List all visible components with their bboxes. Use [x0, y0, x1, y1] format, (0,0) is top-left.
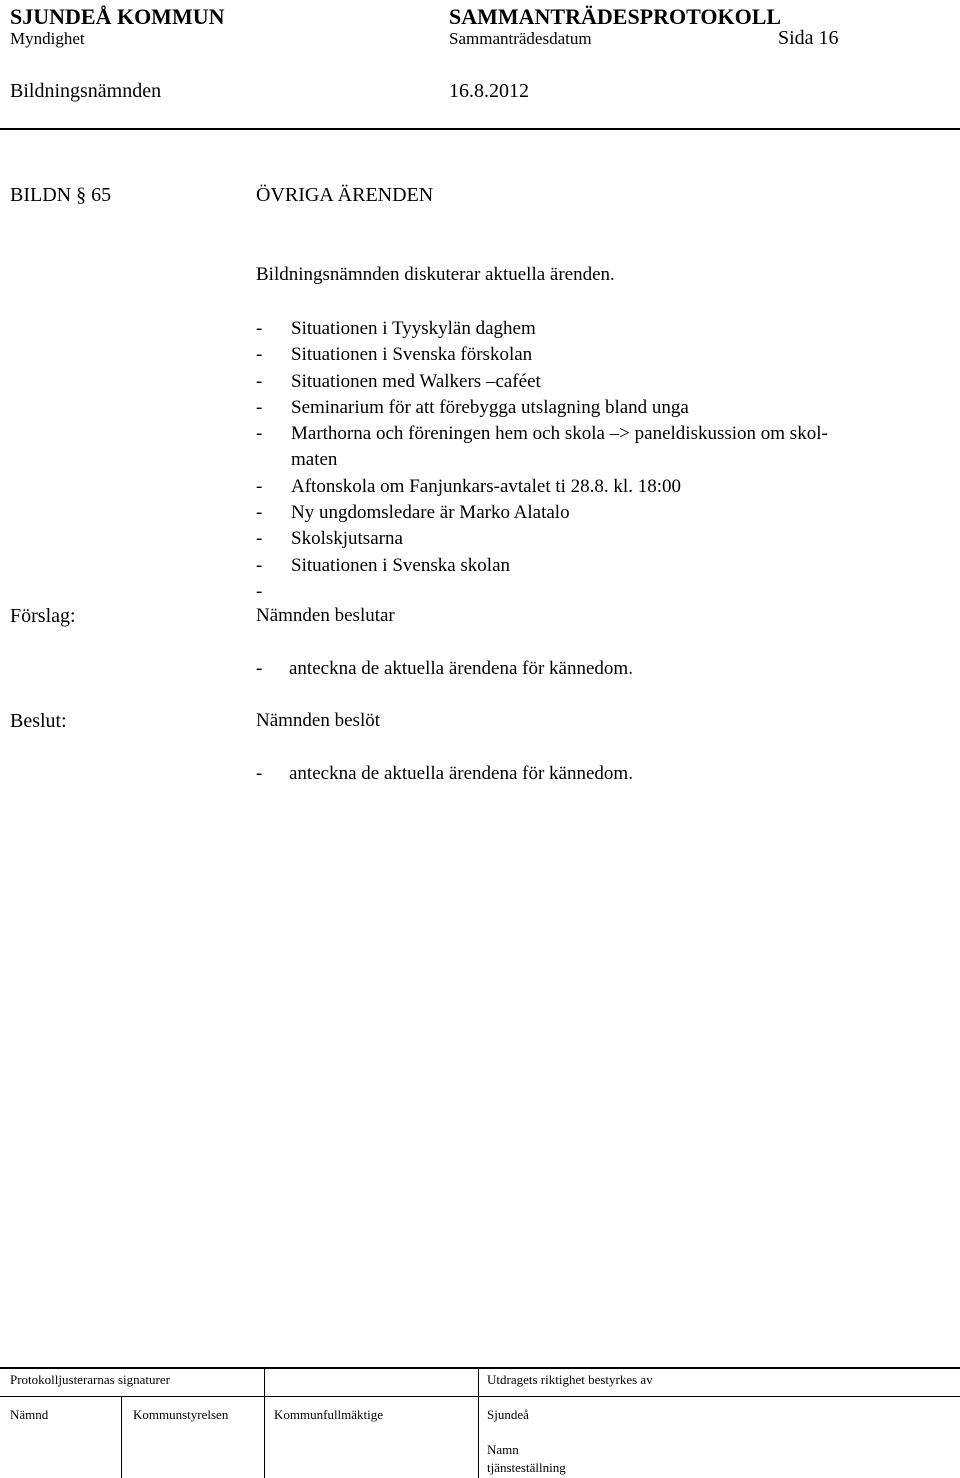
- list-dash: -: [256, 344, 263, 366]
- footer-title-label: tjänsteställning: [487, 1460, 566, 1475]
- proposal-label: Förslag:: [10, 605, 76, 627]
- list-item-text: Aftonskola om Fanjunkars-avtalet ti 28.8. kl. 18:00: [291, 475, 681, 497]
- list-dash: -: [256, 528, 263, 550]
- list-item-text: Seminarium för att förebygga utslagning bland unga: [291, 396, 689, 418]
- list-dash: -: [256, 580, 263, 602]
- certified-label: Utdragets riktighet bestyrkes av: [487, 1372, 653, 1387]
- decision-text: anteckna de aktuella ärendena för kännedom.: [289, 763, 633, 784]
- authority-name: Bildningsnämnden: [10, 80, 162, 102]
- proposal-item: [256, 658, 633, 680]
- list-item: [256, 395, 828, 421]
- list-item-text: Ny ungdomsledare är Marko Alatalo: [291, 502, 570, 524]
- list-item: [256, 553, 828, 579]
- list-item: [256, 579, 828, 605]
- list-item-text: Situationen i Svenska förskolan: [291, 344, 533, 366]
- list-item: [256, 369, 828, 395]
- footer-col-kommunfullmaktige: Kommunfullmäktige: [274, 1407, 384, 1422]
- agenda-list: [256, 316, 828, 605]
- list-dash: -: [256, 318, 263, 339]
- footer-place: Sjundeå: [487, 1407, 529, 1422]
- list-dash: -: [256, 396, 263, 418]
- list-dash: -: [256, 423, 263, 445]
- footer-top-border: [0, 1367, 960, 1369]
- intro-text: Bildningsnämnden diskuterar aktuella ärenden.: [256, 264, 615, 285]
- date-label: Sammanträdesdatum: [449, 29, 592, 48]
- list-item: [256, 342, 828, 368]
- list-item: [256, 474, 828, 500]
- footer-name-label: Namn: [487, 1442, 519, 1457]
- section-number: BILDN § 65: [10, 184, 112, 206]
- proposal-heading: Nämnden beslutar: [256, 605, 395, 626]
- list-dash: -: [256, 554, 263, 576]
- list-dash: -: [256, 370, 263, 392]
- list-item-text: Situationen med Walkers –caféet: [291, 370, 541, 392]
- footer-col-namnd: Nämnd: [10, 1407, 49, 1422]
- header-divider: [0, 128, 960, 130]
- decision-item: [256, 763, 633, 785]
- list-dash: -: [256, 763, 263, 784]
- list-item-text: Skolskjutsarna: [291, 528, 403, 550]
- footer-mid-border: [0, 1396, 960, 1397]
- list-item: [256, 447, 828, 473]
- list-item: [256, 421, 828, 447]
- list-dash: -: [256, 475, 263, 497]
- footer-vertical-divider: [478, 1367, 479, 1478]
- municipality-name: SJUNDEÅ KOMMUN: [10, 4, 225, 29]
- list-item-text: Marthorna och föreningen hem och skola –> paneldiskussion om skol-: [291, 423, 828, 445]
- footer-vertical-divider: [264, 1367, 265, 1478]
- footer-vertical-divider: [121, 1396, 122, 1478]
- list-dash: -: [256, 658, 263, 679]
- list-item-text: Situationen i Svenska skolan: [291, 554, 511, 576]
- list-item: [256, 526, 828, 552]
- section-title: ÖVRIGA ÄRENDEN: [256, 184, 434, 206]
- footer-col-kommunstyrelsen: Kommunstyrelsen: [133, 1407, 229, 1422]
- list-dash: -: [256, 502, 263, 524]
- decision-label: Beslut:: [10, 710, 67, 732]
- list-item: [256, 500, 828, 526]
- list-item: [256, 316, 828, 342]
- meeting-date: 16.8.2012: [449, 80, 529, 102]
- authority-label: Myndighet: [10, 29, 85, 48]
- list-item-text: Situationen i Tyyskylän daghem: [291, 318, 536, 339]
- proposal-text: anteckna de aktuella ärendena för kännedom.: [289, 658, 633, 679]
- document-type: SAMMANTRÄDESPROTOKOLL: [449, 4, 782, 29]
- page-number: Sida 16: [778, 27, 839, 49]
- signatures-label: Protokolljusterarnas signaturer: [10, 1372, 170, 1387]
- decision-heading: Nämnden beslöt: [256, 710, 381, 731]
- list-item-text: maten: [291, 449, 338, 471]
